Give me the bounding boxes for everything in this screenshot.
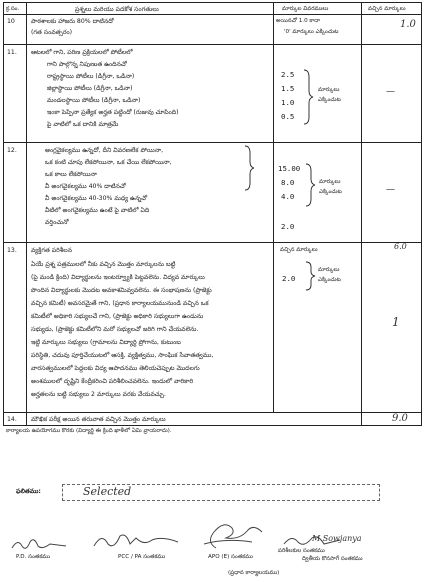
pcc-signature-icon: [92, 530, 182, 552]
row11-value-3: 1.0: [281, 98, 295, 107]
marks-table: [3, 2, 422, 426]
signature-label-pd: P.D. సంతకము: [16, 554, 51, 560]
row11-brace-label-1: మార్కులు: [318, 87, 340, 93]
row10-line-2: (గత సంవత్సరం): [31, 29, 73, 36]
signature-label-observer: పరిశీలకుల సంతకము: [278, 548, 325, 554]
row12-brace-label-1: మార్కులు: [319, 179, 341, 185]
col-sno-header: క్ర.సం.: [6, 6, 20, 12]
result-value: Selected: [83, 485, 132, 498]
row10-detail-2: '0' మార్కులు ఎక్కించుట: [284, 29, 339, 35]
row12-line-5: వీ అంగవైకల్యము 40-30% మధ్య ఉన్నచో: [45, 195, 148, 202]
row11-sno: 11.: [7, 49, 17, 56]
footnote: కార్యాలయ ఉపయోగము కొరకు (విద్యార్థి ఈ క్రింది ఖాళీలో ఏమి వ్రాయరాదు).: [6, 428, 172, 434]
row13-line-2: (పై మండి క్రింది) విద్యార్థులను ఇంటర్వ్యూకి పెట్టవలెను. విద్యవ మార్కులు: [31, 274, 205, 281]
row11-brace-label-2: ఎక్కించుట: [318, 97, 341, 103]
row11-line-4: జిల్లాస్థాయి పోటీలు (డిగ్రీనా, ఒడినా): [47, 85, 133, 92]
row12-value-3: 4.0: [281, 192, 295, 201]
row13-line-3: పొందిన విద్యార్థులకు మొదట అవకాశమివ్వవలెను. ఈ సంభాషణను (ప్రాజెక్టు: [31, 287, 212, 294]
row10-awarded: 1.0: [400, 19, 416, 30]
row13-line-7: ఇట్టి మార్కులు సభ్యులు (గ్రామాలను విద్యార్థి ప్రోగాను, కుటుంబ: [31, 339, 181, 346]
row12-value-4: 2.0: [281, 222, 295, 231]
row13-line-4: వచ్చిన కమిటీ) అవసరమైతే గాని, (ప్రధాన కార్యాలయమునుండి వచ్చిన ఒక: [31, 300, 209, 307]
row12-line-2: ఒక కంటి చూపు లేకపోయినా, ఒక చేయి లేకపోయినా,: [45, 159, 172, 166]
table-header-row: [4, 3, 422, 15]
row11-line-6: ఇంకా పెప్పినా ప్రత్యేక అర్హత పట్టిందో (రుజువు చూపింది): [47, 109, 179, 116]
row14-text: మౌఖిక పరీక్ష అయిన తరువాత వచ్చిన మొత్తం మార్కులు: [31, 416, 166, 423]
row12-line-7: వర్తించునో: [45, 219, 69, 226]
row13-sno: 13.: [7, 247, 17, 254]
row13-line-10: అంశములలో దృష్టిని కేంద్రీకరించి పరిశీలించవలెను. ఇందులో వారికారి: [31, 378, 194, 385]
row12-line-1: అంగ్లవైకల్యము ఉన్నదో, దీని వివరణలేక పోయినా,: [45, 147, 164, 154]
row11-line-1: ఆటలలో గాని, పరిణ ప్రక్రియలలో పోటీలలో: [31, 49, 133, 56]
row10-detail-1: అయినచో 1.0 కాదా: [276, 18, 321, 24]
row11-line-5: మండలస్థాయి పోటీలు (డిగ్రీనా, ఒడినా): [47, 97, 141, 104]
col-marks-detail-header: మార్కుల వివరములు: [282, 6, 329, 12]
row11-value-2: 1.5: [281, 84, 295, 93]
row-14: [4, 413, 422, 426]
row12-brace-label-2: ఎక్కించుట: [319, 189, 342, 195]
signature-label-apo: APO (E) సంతకము: [208, 554, 253, 560]
row11-line-3: రాష్ట్రస్థాయి పోటీలు (డిగ్రీనా, ఒడినా): [47, 73, 135, 80]
row12-line-3: ఒక కాలు లేకపోయినా: [45, 171, 97, 178]
row11-value-4: 0.5: [281, 112, 295, 121]
row13-brace-label-1: మార్కులు: [318, 267, 340, 273]
bottom-note: (ప్రధాన కార్యాలయము): [228, 570, 280, 576]
row14-awarded: 9.0: [392, 413, 408, 424]
row14-sno: 14.: [7, 416, 17, 423]
row13-detail-header: వచ్చిన మార్కులు: [280, 247, 318, 253]
apo-signature-icon: [196, 518, 268, 552]
row11-awarded: —: [386, 87, 395, 97]
row11-line-7: పై వాటిలో ఒక దానికి మాత్రమే: [47, 121, 119, 128]
row11-line-2: గాని పాల్గొన్న నిపుణుత ఉందినచో: [47, 61, 127, 68]
row13-line-8: పరిస్థితి, చదువు పూర్తిచేయుటలో ఆసక్తి, వ్యక్తిత్వము, సాంఘిక సేవాతత్వము,: [31, 352, 214, 359]
row13-title: వ్యక్తిగత పరిశీలన: [31, 247, 72, 254]
result-field[interactable]: [62, 484, 380, 501]
row13-line-5: కమిటీలో అధికారి సభ్యులచే గాని, (ప్రాజెక్టు అధికారి సభ్యులుగా ఉండును: [31, 313, 204, 320]
col-question-header: ప్రశ్నలు మరియు పదకోశ సంగతులు: [75, 6, 159, 13]
row13-line-1: ఏయే ప్రశ్న పత్రములలో నీకు వచ్చిన మొత్తం మార్కులను బట్టి: [31, 261, 176, 268]
row13-awarded-top: 6.0: [394, 242, 407, 251]
row11-brace-icon: [302, 69, 314, 125]
stamp-name: M.Sowjanya: [312, 534, 362, 543]
row13-line-9: వారసత్వములలో పెద్దలకు విద్య ఆపాదనము తెలియచెప్పుట మొదలగు: [31, 365, 200, 372]
row10-line-1: పాఠశాలకు హాజరు 80% దాటినదో: [31, 18, 114, 25]
row12-value-1: 15.00: [278, 164, 301, 173]
row13-line-6: సభ్యుడు, (ప్రాజెక్టు కమిటీలోని మరో సభ్యులచో జరిగి గాని చేయవలెను.: [31, 326, 199, 333]
row12-line-4: వీ అంగవైకల్యము 40% దాటినచో: [45, 183, 126, 190]
signature-label-pcc: PCC / PA సంతకము: [118, 554, 166, 560]
signature-label-second: ద్వితీయ కొనసాగే సంతకము: [302, 556, 363, 562]
row-12: [4, 143, 422, 243]
row-11: [4, 45, 422, 143]
row13-awarded: 1: [392, 315, 400, 329]
row12-sno: 12.: [7, 147, 17, 154]
row12-line-6: వీటిలో అంగవైకల్యము ఉంటే పై వాటిలో ఏది: [45, 207, 150, 214]
row-13: [4, 243, 422, 413]
pd-signature-icon: [10, 534, 70, 554]
row12-awarded: —: [386, 185, 395, 195]
row13-value: 2.0: [282, 274, 296, 283]
row-10: [4, 15, 422, 45]
result-label: ఫలితము:: [16, 488, 41, 495]
row11-value-1: 2.5: [281, 70, 295, 79]
row13-line-11: అర్హతలను బట్టి సభ్యులు 2 మార్కులు వరకు వేయవచ్చు.: [31, 391, 166, 398]
row13-brace-label-2: ఎక్కించుట: [318, 277, 341, 283]
row12-inner-brace-icon: [243, 145, 255, 191]
row10-sno: 10: [7, 18, 15, 25]
col-marks-awarded-header: వచ్చిన మార్కులు: [368, 6, 406, 12]
row12-value-2: 8.0: [281, 178, 295, 187]
row12-brace-icon: [304, 163, 316, 207]
row13-brace-icon: [304, 261, 316, 291]
